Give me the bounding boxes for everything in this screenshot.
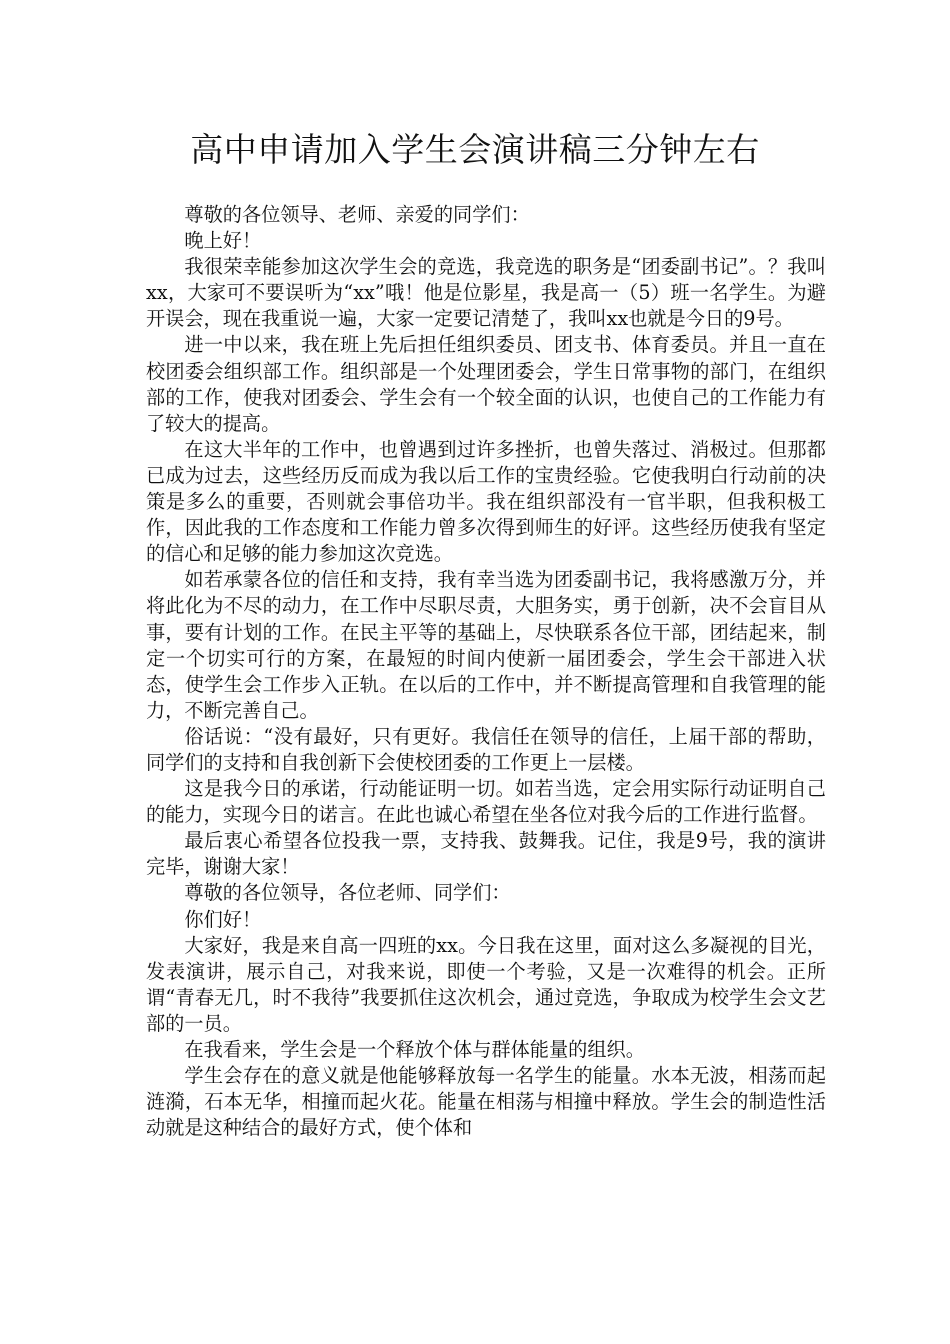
- document-title: 高中申请加入学生会演讲稿三分钟左右: [190, 130, 760, 169]
- document-body: [146, 202, 826, 1141]
- paragraph: 如若承蒙各位的信任和支持，我有幸当选为团委副书记，我将感激万分，并将此化为不尽的动力，在工作中尽职尽责，大胆务实，勇于创新，决不会盲目从事，要有计划的工作。在民主平等的基础上，尽快联系各位干部，团结起来，制定一个切实可行的方案，在最短的时间内使新一届团委会，学生会干部进入状态，使学生会工作步入正轨。在以后的工作中，并不断提高管理和自我管理的能力，不断完善自己。: [146, 568, 826, 722]
- paragraph: 学生会存在的意义就是他能够释放每一名学生的能量。水本无波，相荡而起涟漪，石本无华，相撞而起火花。能量在相荡与相撞中释放。学生会的制造性活动就是这种结合的最好方式，使个体和: [146, 1064, 826, 1140]
- paragraph: 俗话说：“没有最好，只有更好。我信任在领导的信任，上届干部的帮助，同学们的支持和自我创新下会使校团委的工作更上一层楼。: [146, 724, 826, 774]
- paragraph-greeting: 你们好！: [184, 907, 262, 931]
- paragraph: 在我看来，学生会是一个释放个体与群体能量的组织。: [184, 1038, 645, 1061]
- paragraph: 大家好，我是来自高一四班的xx。今日我在这里，面对这么多凝视的目光，发表演讲，展示自己，对我来说，即使一个考验，又是一次难得的机会。正所谓“青春无几，时不我待”我要抓住这次机会，通过竞选，争取成为校学生会文艺部的一员。: [146, 933, 826, 1035]
- paragraph: 我很荣幸能参加这次学生会的竞选，我竞选的职务是“团委副书记”。？我叫xx，大家可不要误听为“xx”哦！他是位影星，我是高一（5）班一名学生。为避开误会，现在我重说一遍，大家一定要记清楚了，我叫xx也就是今日的9号。: [146, 255, 826, 331]
- paragraph-salutation: 尊敬的各位领导，各位老师、同学们：: [184, 881, 511, 905]
- paragraph-greeting: 晚上好！: [184, 229, 262, 253]
- paragraph: 在这大半年的工作中，也曾遇到过许多挫折，也曾失落过、消极过。但那都已成为过去，这些经历反而成为我以后工作的宝贵经验。它使我明白行动前的决策是多么的重要，否则就会事倍功半。我在组织部没有一官半职，但我积极工作，因此我的工作态度和工作能力曾多次得到师生的好评。这些经历使我有坚定的信心和足够的能力参加这次竞选。: [146, 437, 826, 566]
- paragraph: 最后衷心希望各位投我一票，支持我、鼓舞我。记住，我是9号，我的演讲完毕，谢谢大家！: [146, 829, 826, 879]
- paragraph: 这是我今日的承诺，行动能证明一切。如若当选，定会用实际行动证明自己的能力，实现今日的诺言。在此也诚心希望在坐各位对我今后的工作进行监督。: [146, 777, 826, 827]
- paragraph-salutation: 尊敬的各位领导、老师、亲爱的同学们：: [184, 203, 530, 226]
- paragraph: 进一中以来，我在班上先后担任组织委员、团支书、体育委员。并且一直在校团委会组织部工作。组织部是一个处理团委会，学生日常事物的部门，在组织部的工作，使我对团委会、学生会有一个较全面的认识，也使自己的工作能力有了较大的提高。: [146, 333, 826, 435]
